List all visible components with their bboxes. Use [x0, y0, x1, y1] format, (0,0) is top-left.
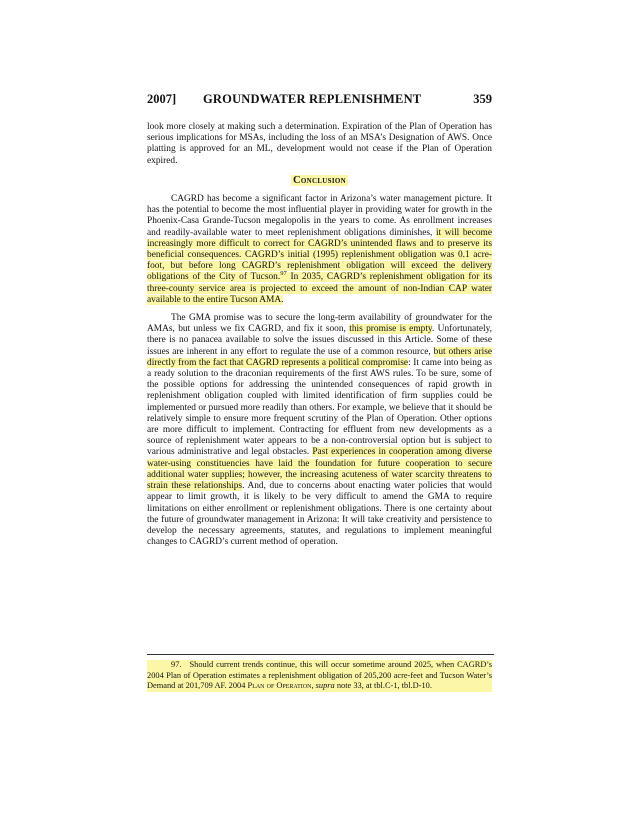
footnote-text-b: ,	[311, 681, 316, 691]
footnote-number: 97.	[171, 660, 182, 669]
page-number: 359	[473, 92, 492, 106]
footnote-ref: 97	[280, 270, 287, 278]
para2-text-c: : It came into being as a ready solution to the draconian requirements of the first AWS rules. To be sure, some of the possible options for addressing the unintended consequences of rapid growth in replenishment obligation coupled with limited identification of firm supplies could be implemented or pursued more readily than others. For example, we believe that it should be relatively simple to ensure more frequent scrutiny of the Plan of Operation. Other options are more difficult to implement. Contracting for effluent from new developments as a source of replenishment water appears to be a non-controversial option but is subject to various administrative and legal obstacles.	[147, 357, 492, 458]
para1-text-a: CAGRD has become a significant factor in Arizona’s water management picture. It has the potential to become the most influential player in providing water for growth in the Phoenix-Casa Grande-Tucson megalopolis in the years to come. As enrollment increases and readily-available water to meet replenishment obligations diminishes,	[147, 194, 492, 238]
section-heading-text: Conclusion	[293, 174, 346, 186]
footnote-divider	[147, 654, 494, 655]
footnote-97	[147, 660, 492, 692]
intro-paragraph: look more closely at making such a determination. Expiration of the Plan of Operation has serious implications for MSAs, including the loss of an MSA’s Designation of AWS. Once platting is approved for an ML, development would not cease if the Plan of Operation expired.	[147, 122, 492, 166]
body-text	[147, 122, 492, 548]
para2-text-d: . And, due to concerns about enacting water policies that would appear to limit growth, it is likely to be very difficult to amend the GMA to require limitations on either enrollment or replenishment obligations. There is one certainty about the future of groundwater management in Arizona: It will take creativity and persistence to develop the necessary agreements, statutes, and regulations to implement meaningful changes to CAGRD’s current method of operation.	[147, 481, 492, 548]
para2-highlight-b: but others arise directly from the fact that CAGRD represents a political compromise	[147, 346, 493, 368]
header-year: 2007]	[147, 92, 177, 106]
para1-highlight-b: In 2035, CAGRD’s replenishment obligation for its three-county service area is projected to exceed the amount of non-Indian CAP water available to the entire Tucson AMA.	[147, 272, 492, 305]
para2-text-b: . Unfortunately, there is no panacea available to solve the issues discussed in this Article. Some of these issues are inherent in any effort to regulate the use of a common resource,	[147, 324, 493, 357]
para2-highlight-a: this promise is empty	[349, 324, 433, 335]
footnote-text-a: Should current trends continue, this will occur sometime around 2025, when CAGRD’s 2004 Plan of Operation estimates a replenishment obligation of 205,200 acre-feet and Tucson Water’s Demand at 201,709 AF. 2004	[147, 660, 492, 691]
section-heading	[147, 175, 492, 186]
para2-text-a: The GMA promise was to secure the long-term availability of groundwater for the AMAs, but unless we fix CAGRD, and fix it soon,	[147, 313, 492, 335]
footnote-citation: Plan of Operation	[247, 681, 312, 691]
para1-highlight-a: it will become increasingly more difficult to correct for CAGRD’s unintended flaws and to preserve its beneficial consequences. CAGRD’s initial (1995) replenishment obligation was 0.1 acre-foot, but before long CAGRD’s replenishment obligation will exceed the delivery obligations of the City of Tucson.	[147, 227, 492, 283]
header-title: GROUNDWATER REPLENISHMENT	[203, 92, 422, 106]
conclusion-paragraph-2	[147, 313, 492, 548]
para2-highlight-c: Past experiences in cooperation among diverse water-using constituencies have laid the foundation for future cooperation to secure additional water supplies; however, the increasing acuteness of water scarcity threatens to strain these relationships	[147, 447, 492, 492]
footnote-supra: supra	[315, 681, 335, 691]
conclusion-paragraph-1	[147, 194, 492, 306]
footnote-text-c: note 33, at tbl.C-1, tbl.D-10.	[334, 681, 432, 691]
